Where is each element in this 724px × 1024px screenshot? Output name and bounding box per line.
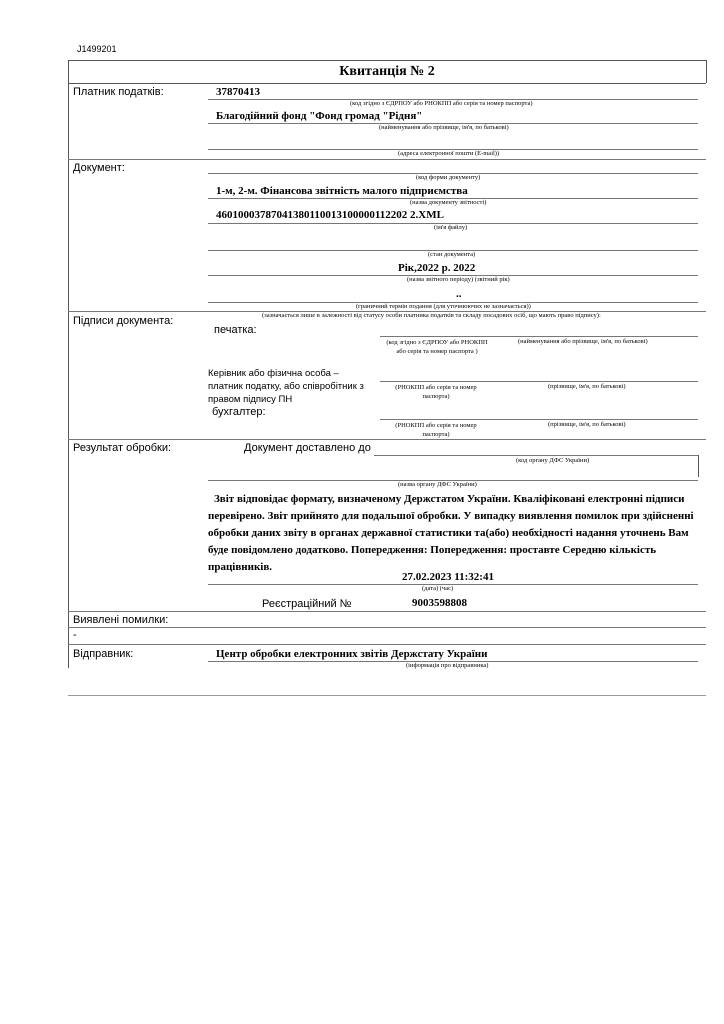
document-file-caption: (ім'я файлу) xyxy=(434,224,468,231)
title-bottom-line xyxy=(68,83,706,84)
payer-code: 37870413 xyxy=(216,86,260,98)
stamp-code-caption: (код згідно з ЄДРПОУ або РНОКПП або серія та номер паспорта ) xyxy=(386,339,488,355)
datetime-caption: (дата) (час) xyxy=(422,585,454,592)
document-deadline: .. xyxy=(456,288,462,300)
sender-caption: (інформація про відправника) xyxy=(406,662,489,669)
payer-name: Благодійний фонд "Фонд громад "Рідня" xyxy=(216,110,423,122)
document-label: Документ: xyxy=(73,162,125,174)
registration-label: Реєстраційний № xyxy=(262,598,352,610)
signatures-label: Підписи документа: xyxy=(73,315,174,327)
head-line xyxy=(380,381,698,382)
head-name-caption: (прізвище, ім'я, по батькові) xyxy=(548,383,626,390)
accountant-line xyxy=(380,419,698,420)
result-datetime: 27.02.2023 11:32:41 xyxy=(402,571,494,583)
head-label: Керівник або фізична особа – платник податку, або співробітник з правом підпису ПН xyxy=(208,368,364,405)
form-code: J1499201 xyxy=(77,44,117,54)
frame-top xyxy=(68,60,706,61)
payer-name-caption: (найменування або прізвище, ім'я, по батькові) xyxy=(379,124,509,131)
errors-value: - xyxy=(73,629,77,641)
head-code-caption: (РНОКПП або серія та номер паспорта) xyxy=(395,384,477,400)
sender-name: Центр обробки електронних звітів Держстату України xyxy=(216,648,488,660)
document-deadline-caption: (граничний термін подання (для уточнюючих не зазначається)) xyxy=(356,303,531,310)
dfs-right-tick xyxy=(698,455,699,477)
bottom-rule xyxy=(68,695,706,696)
document-name-caption: (назва документу звітності) xyxy=(410,199,487,206)
result-message: Звіт відповідає формату, визначеному Держстатом України. Кваліфіковані електронні підписи перевірено. Звіт прийнято для подальшої обробки. У випадку виявлення помилок при здійсненні обробки даних звіту в органах державної статистики та(або) необхідності надання уточнень Вам буде повідомлено додатково. Попередження: Попередження: проставте Середню кількість працівників. xyxy=(208,493,694,573)
frame-left xyxy=(68,60,69,668)
separator-6 xyxy=(68,644,706,645)
accountant-label: бухгалтер: xyxy=(212,406,266,418)
sender-label: Відправник: xyxy=(73,648,134,660)
acc-code-caption: (РНОКПП або серія та номер паспорта) xyxy=(395,422,477,438)
stamp-name-caption: (найменування або прізвище, ім'я, по батькові) xyxy=(518,338,648,345)
separator-4 xyxy=(68,611,706,612)
page-title: Квитанція № 2 xyxy=(339,64,435,79)
payer-label: Платник податків: xyxy=(73,86,164,98)
acc-name-caption: (прізвище, ім'я, по батькові) xyxy=(548,421,626,428)
stamp-line xyxy=(380,336,698,337)
document-period: Рік,2022 р. 2022 xyxy=(398,262,476,274)
delivered-text: Документ доставлено до xyxy=(244,442,371,454)
document-state-caption: (стан документа) xyxy=(428,251,476,258)
dfs-code-caption: (код органу ДФС України) xyxy=(516,457,590,464)
doc-form-code-caption: (код форми документу) xyxy=(416,174,481,181)
payer-code-caption: (код згідно з ЄДРПОУ або РНОКПП або серія та номер паспорта) xyxy=(350,100,533,107)
result-label: Результат обробки: xyxy=(73,442,172,454)
separator-5 xyxy=(68,627,706,628)
separator-1 xyxy=(68,159,706,160)
document-file: 46010003787041380110013100000112202 2.XML xyxy=(216,209,444,221)
separator-3 xyxy=(68,439,706,440)
dfs-code-line xyxy=(374,455,698,456)
signatures-note: (зазначається лише в залежності від статусу особи платника податків та складу посадових осіб, що мають право підпису): xyxy=(262,312,601,319)
errors-label: Виявлені помилки: xyxy=(73,614,169,626)
document-name: 1-м, 2-м. Фінансова звітність малого підприємства xyxy=(216,185,468,197)
payer-email-caption: (адреса електронної пошти (E-mail)) xyxy=(398,150,500,157)
registration-number: 9003598808 xyxy=(412,597,467,609)
dfs-name-caption: (назва органу ДФС України) xyxy=(398,481,477,488)
stamp-label: печатка: xyxy=(214,324,257,336)
document-period-caption: (назва звітного періоду) (звітний рік) xyxy=(407,276,510,283)
